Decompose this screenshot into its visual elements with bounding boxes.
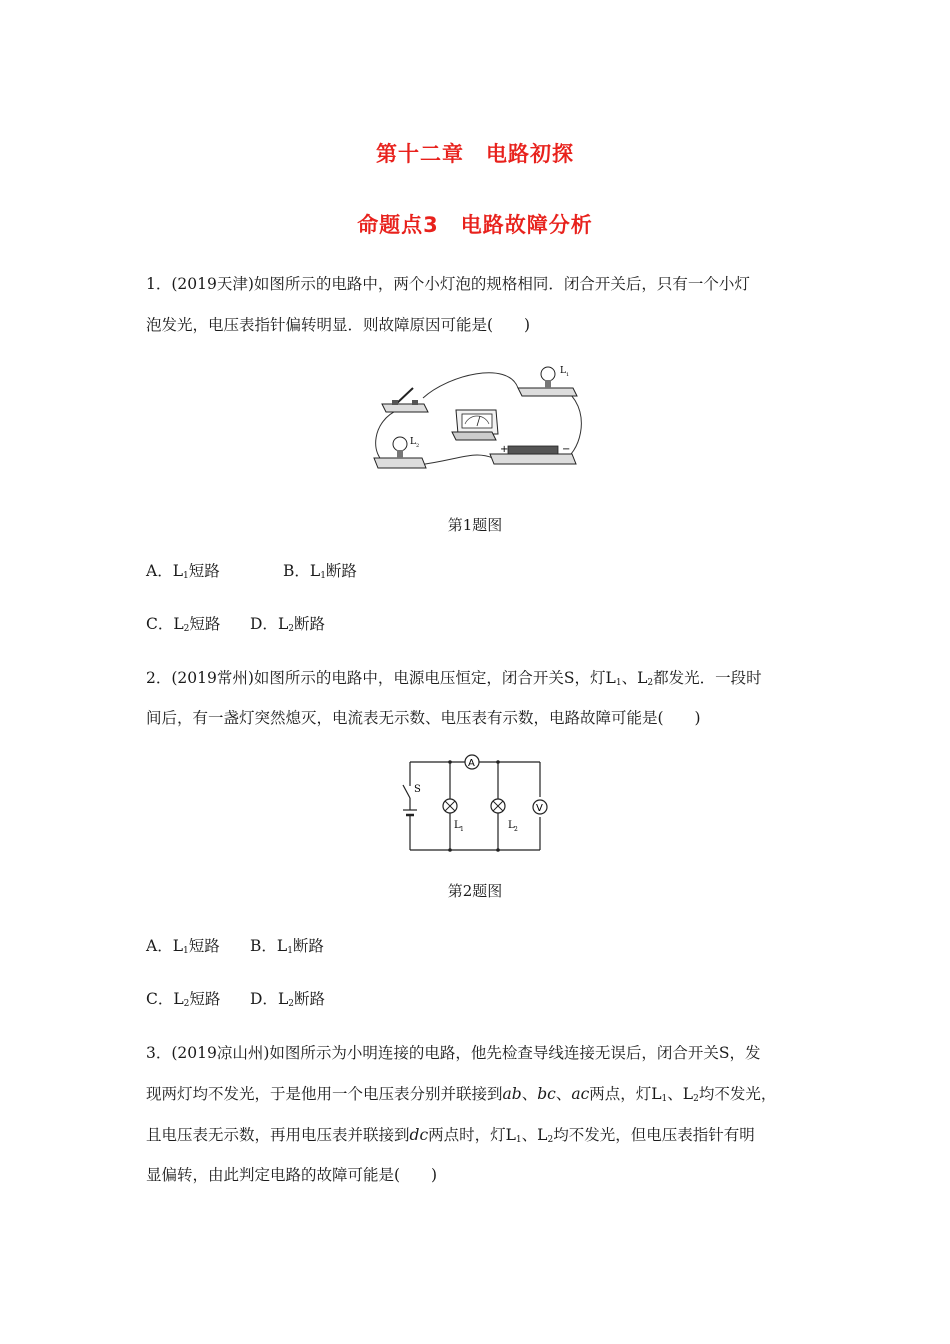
q1-fig-minus-label: − (562, 444, 571, 455)
q3-line-3: 且电压表无示数，再用电压表并联接到dc两点时，灯$L_1$、$L_2$均不发光，但电压表指针有明 (146, 1126, 755, 1145)
q1-option-a[interactable]: A．$L_1$短路 (146, 562, 220, 581)
q2-line-2: 间后，有一盏灯突然熄灭，电流表无示数、电压表有示数，电路故障可能是( ) (146, 709, 701, 727)
q2-line-1: 2．(2019常州)如图所示的电路中，电源电压恒定，闭合开关S，灯$L_1$、$L_2$都发光．一段时 (146, 669, 762, 688)
q2-fig-L1-label: L (454, 820, 461, 831)
q2-fig-L2-label: L (508, 820, 515, 831)
q3-line-4: 显偏转，由此判定电路的故障可能是( ) (146, 1166, 438, 1184)
q2-circuit-schematic (398, 752, 558, 856)
q2-option-b[interactable]: B．$L_1$断路 (250, 937, 324, 956)
q3-line-2: 现两灯均不发光，于是他用一个电压表分别并联接到ab、bc、ac两点，灯$L_1$、$L_2$均不发光， (146, 1085, 777, 1104)
q1-option-b[interactable]: B．$L_1$断路 (283, 562, 357, 581)
chapter-title: 第十二章 电路初探 (376, 142, 574, 166)
q2-figure-caption: 第2题图 (447, 882, 503, 900)
q1-fig-label-L1-sub: 1 (566, 372, 570, 378)
q1-line-1: 1．(2019天津)如图所示的电路中，两个小灯泡的规格相同．闭合开关后，只有一个小灯 (146, 275, 750, 293)
q2-option-a[interactable]: A．$L_1$短路 (146, 937, 220, 956)
q2-fig-switch-label: S (414, 784, 421, 795)
q2-option-d[interactable]: D．$L_2$断路 (250, 990, 325, 1009)
q1-figure-caption: 第1题图 (447, 516, 503, 534)
q2-fig-ammeter-label: A (468, 758, 475, 769)
q1-circuit-figure (368, 360, 582, 480)
q2-fig-L1-sub: 1 (460, 826, 464, 833)
q3-line-1: 3．(2019凉山州)如图所示为小明连接的电路，他先检查导线连接无误后，闭合开关S，发 (146, 1044, 761, 1062)
q1-line-2: 泡发光，电压表指针偏转明显．则故障原因可能是( ) (146, 316, 531, 334)
q1-fig-label-L2-sub: 2 (416, 443, 420, 449)
q2-fig-L2-sub: 2 (514, 826, 518, 833)
section-title: 命题点3 电路故障分析 (357, 213, 593, 237)
q2-fig-voltmeter-label: V (536, 803, 543, 814)
q1-fig-label-L1: L (560, 366, 566, 376)
q1-fig-label-L2: L (410, 437, 416, 447)
q1-fig-plus-label: + (500, 444, 509, 455)
q1-option-c[interactable]: C．$L_2$短路 (146, 615, 221, 634)
q1-option-d[interactable]: D．$L_2$断路 (250, 615, 325, 634)
q2-option-c[interactable]: C．$L_2$短路 (146, 990, 221, 1009)
